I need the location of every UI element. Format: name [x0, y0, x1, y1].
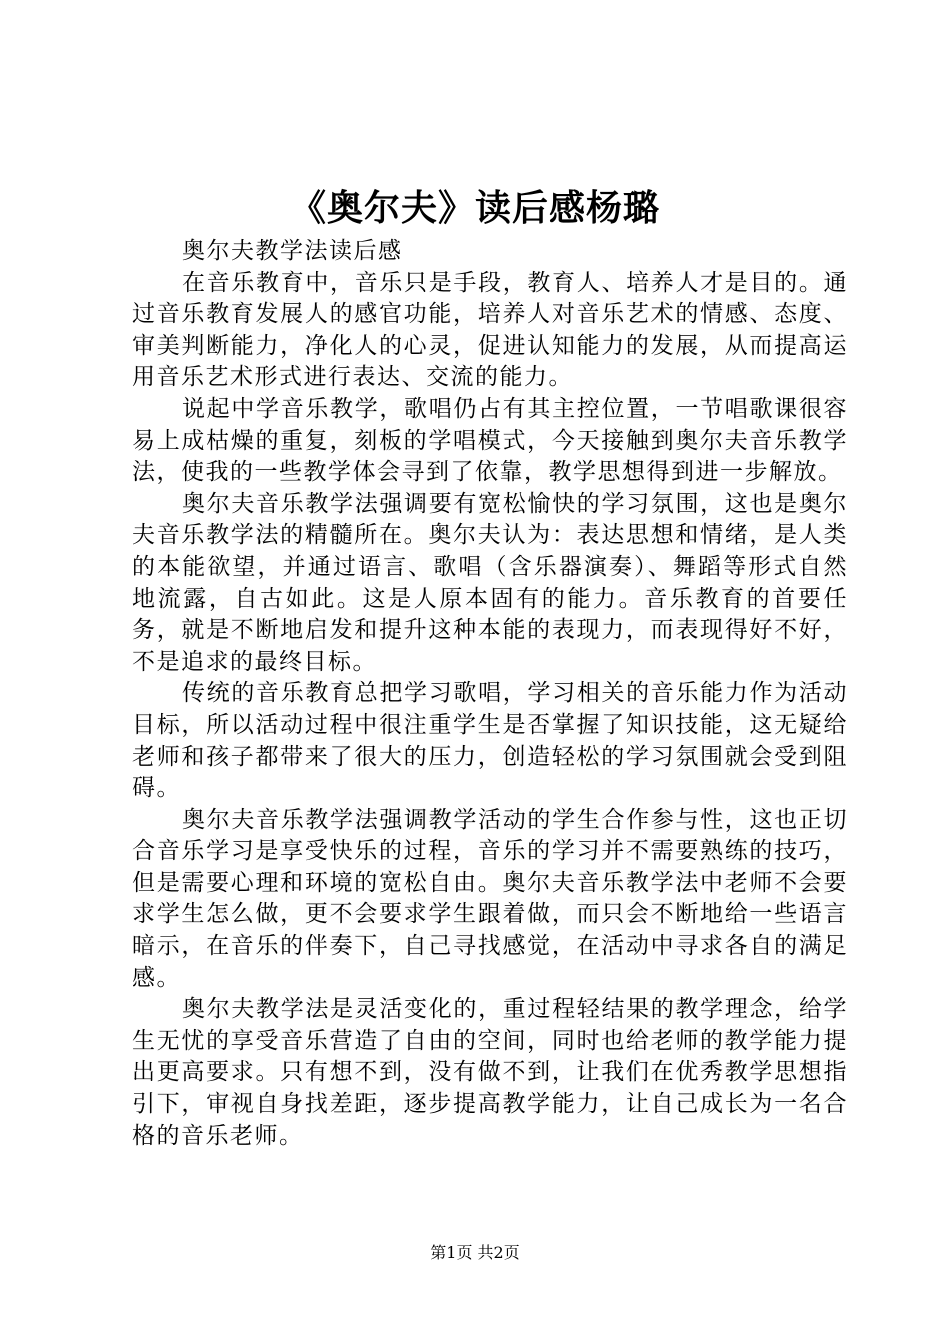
- document-title: 《奥尔夫》读后感杨璐: [289, 187, 660, 229]
- paragraph-6: 奥尔夫教学法是灵活变化的，重过程轻结果的教学理念，给学生无忧的享受音乐营造了自由的空间，同时也给老师的教学能力提出更高要求。只有想不到，没有做不到，让我们在优秀教学思想指引下，审视自身找差距，逐步提高教学能力，让自己成长为一名合格的音乐老师。: [132, 996, 848, 1149]
- page-number-footer: 第1页 共2页: [430, 1243, 520, 1262]
- paragraph-3: 奥尔夫音乐教学法强调要有宽松愉快的学习氛围，这也是奥尔夫音乐教学法的精髓所在。奥尔夫认为：表达思想和情绪，是人类的本能欲望，并通过语言、歌唱（含乐器演奏）、舞蹈等形式自然地流露，自古如此。这是人原本固有的能力。音乐教育的首要任务，就是不断地启发和提升这种本能的表现力，而表现得好不好，不是追求的最终目标。: [132, 490, 848, 675]
- paragraph-1: 在音乐教育中，音乐只是手段，教育人、培养人才是目的。通过音乐教育发展人的感官功能，培养人对音乐艺术的情感、态度、审美判断能力，净化人的心灵，促进认知能力的发展，从而提高运用音乐艺术形式进行表达、交流的能力。: [132, 269, 848, 391]
- paragraph-2: 说起中学音乐教学，歌唱仍占有其主控位置，一节唱歌课很容易上成枯燥的重复，刻板的学唱模式，今天接触到奥尔夫音乐教学法，使我的一些教学体会寻到了依靠，教学思想得到进一步解放。: [132, 395, 848, 486]
- document-subtitle: 奥尔夫教学法读后感: [182, 238, 403, 264]
- document-body: [132, 236, 848, 1152]
- paragraph-4: 传统的音乐教育总把学习歌唱，学习相关的音乐能力作为活动目标，所以活动过程中很注重学生是否掌握了知识技能，这无疑给老师和孩子都带来了很大的压力，创造轻松的学习氛围就会受到阻碍。: [132, 680, 848, 802]
- paragraph-5: 奥尔夫音乐教学法强调教学活动的学生合作参与性，这也正切合音乐学习是享受快乐的过程，音乐的学习并不需要熟练的技巧，但是需要心理和环境的宽松自由。奥尔夫音乐教学法中老师不会要求学生怎么做，更不会要求学生跟着做，而只会不断地给一些语言暗示，在音乐的伴奏下，自己寻找感觉，在活动中寻求各自的满足感。: [132, 806, 848, 991]
